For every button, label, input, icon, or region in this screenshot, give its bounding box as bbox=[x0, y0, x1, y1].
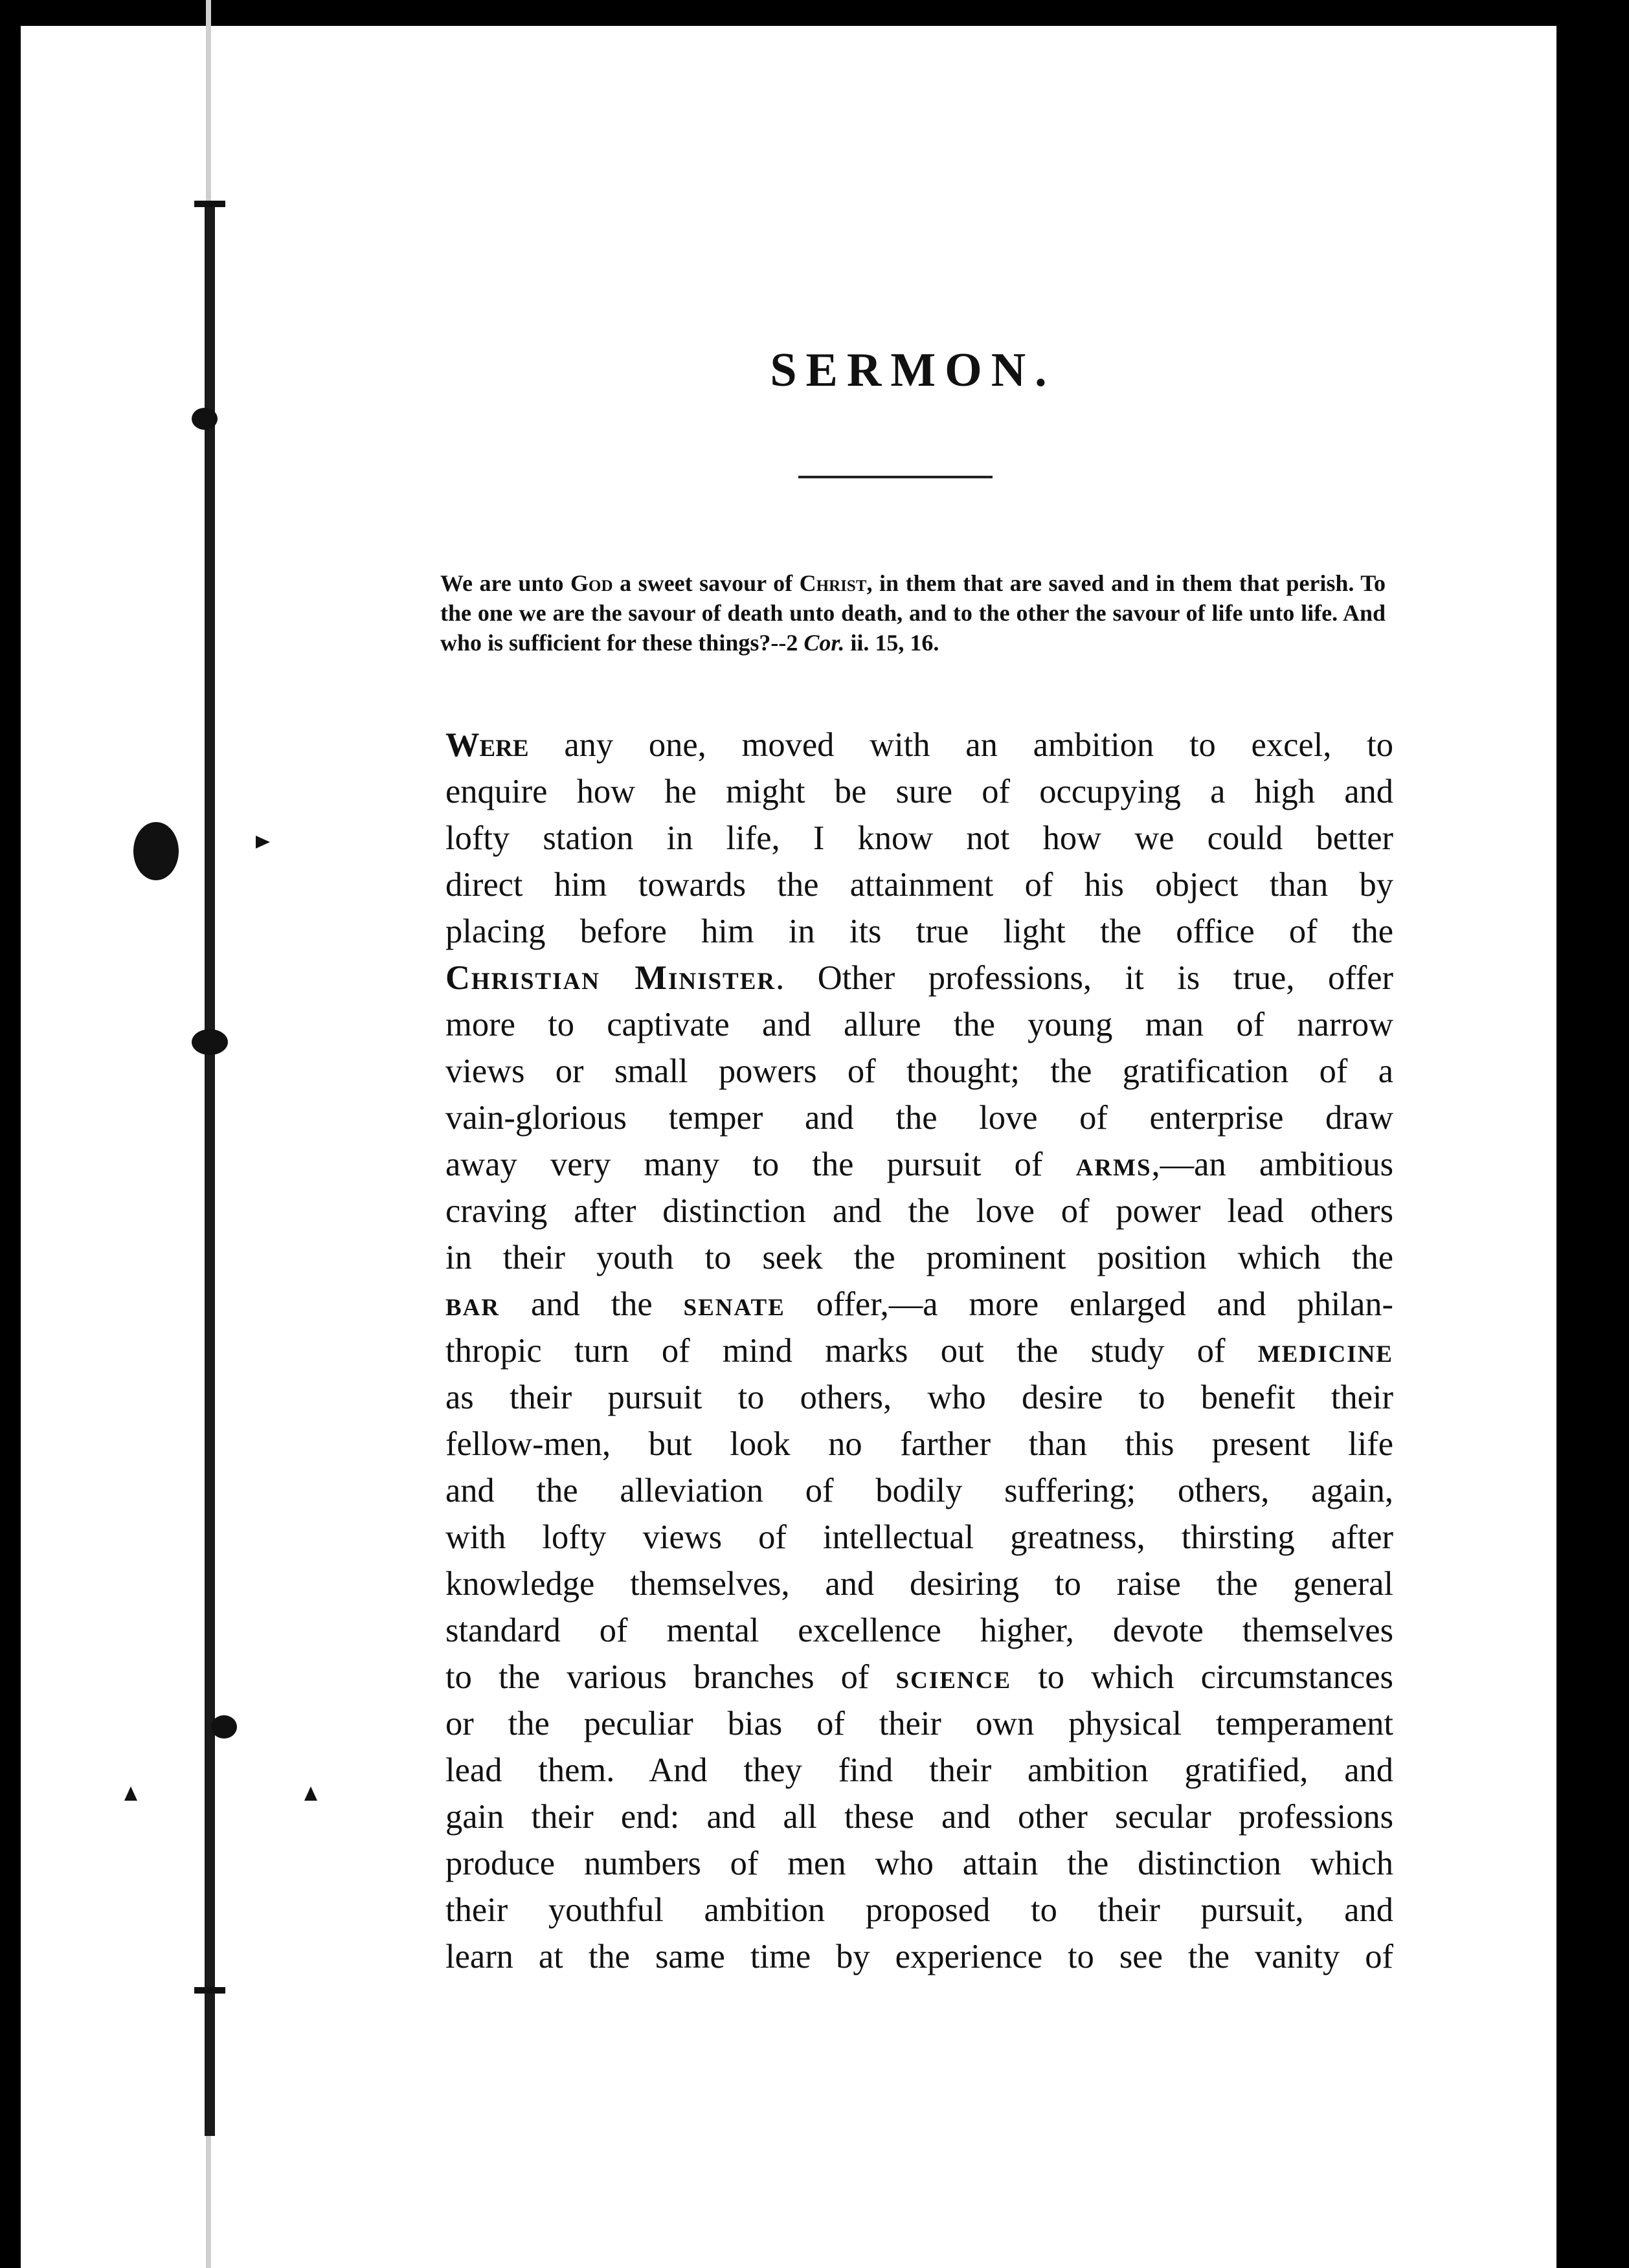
sermon-body bbox=[445, 722, 1393, 1980]
line-text: any one, moved with an ambition to excel, to bbox=[528, 726, 1393, 764]
body-line bbox=[445, 1374, 1393, 1421]
body-line bbox=[445, 1607, 1393, 1654]
opening-word: Were bbox=[445, 726, 529, 764]
line-text: thropic turn of mind marks out the study of bbox=[445, 1332, 1258, 1370]
body-line bbox=[445, 1747, 1393, 1794]
line-text: direct him towards the attainment of his object than by bbox=[445, 866, 1393, 904]
line-text: more to captivate and allure the young man of narrow bbox=[445, 1006, 1393, 1043]
body-line bbox=[445, 1095, 1393, 1141]
line-text: lofty station in life, I know not how we could better bbox=[445, 819, 1393, 857]
body-line bbox=[445, 862, 1393, 908]
epigraph-text-small-caps: Christ bbox=[799, 570, 867, 596]
line-text: away very many to the pursuit of bbox=[445, 1146, 1076, 1183]
keyword-small-caps: Christian Minister bbox=[445, 959, 776, 997]
line-text: fellow-men, but look no farther than this present life bbox=[445, 1425, 1393, 1463]
line-text: enquire how he might be sure of occupying a high and bbox=[445, 773, 1393, 810]
line-text: and the bbox=[500, 1285, 684, 1323]
binding-rule bbox=[205, 201, 215, 2136]
ink-blot bbox=[192, 1029, 228, 1055]
binding-tick-top bbox=[194, 201, 225, 207]
body-line bbox=[445, 1188, 1393, 1234]
body-line bbox=[445, 768, 1393, 815]
epigraph-citation: ii. 15, 16. bbox=[844, 630, 939, 656]
line-text: lead them. And they find their ambition gratified, and bbox=[445, 1751, 1393, 1789]
ink-blot bbox=[192, 408, 218, 430]
margin-mark bbox=[304, 1786, 317, 1801]
margin-mark bbox=[124, 1786, 137, 1801]
margin-mark bbox=[256, 836, 270, 849]
line-text: ,—an ambitious bbox=[1151, 1146, 1393, 1183]
epigraph-text: We are unto bbox=[440, 570, 571, 596]
body-line bbox=[445, 815, 1393, 862]
body-line bbox=[445, 1514, 1393, 1561]
body-line bbox=[445, 1700, 1393, 1747]
scan-border-left bbox=[0, 0, 21, 2268]
body-line bbox=[445, 1467, 1393, 1514]
line-text: produce numbers of men who attain the distinction which bbox=[445, 1845, 1393, 1882]
epigraph-citation-book: Cor. bbox=[803, 630, 845, 656]
body-line bbox=[445, 1001, 1393, 1048]
line-text: offer,—a more enlarged and philan- bbox=[785, 1285, 1393, 1323]
line-text: with lofty views of intellectual greatness, thirsting after bbox=[445, 1518, 1393, 1556]
body-line bbox=[445, 1328, 1393, 1374]
keyword-small-caps: bar bbox=[445, 1285, 500, 1323]
keyword-small-caps: science bbox=[895, 1658, 1012, 1696]
body-line bbox=[445, 908, 1393, 955]
line-text: their youthful ambition proposed to their pursuit, and bbox=[445, 1891, 1393, 1929]
body-line bbox=[445, 1048, 1393, 1095]
scan-border-top bbox=[0, 0, 1559, 26]
line-text: or the peculiar bias of their own physical temperament bbox=[445, 1705, 1393, 1742]
epigraph-text: a sweet savour of bbox=[612, 570, 800, 596]
body-line bbox=[445, 1933, 1393, 1980]
line-text: learn at the same time by experience to see the vanity of bbox=[445, 1938, 1393, 1975]
line-text: standard of mental excellence higher, devote themselves bbox=[445, 1612, 1393, 1649]
line-text: craving after distinction and the love of power lead others bbox=[445, 1192, 1393, 1230]
title-rule bbox=[798, 476, 993, 478]
body-line bbox=[445, 1281, 1393, 1328]
binding-tick-bottom bbox=[194, 1987, 225, 1994]
body-line bbox=[445, 1234, 1393, 1281]
epigraph bbox=[440, 568, 1386, 658]
body-line bbox=[445, 1654, 1393, 1700]
line-text: and the alleviation of bodily suffering; others, again, bbox=[445, 1472, 1393, 1509]
page-title: SERMON. bbox=[770, 344, 1056, 397]
keyword-small-caps: senate bbox=[683, 1285, 785, 1323]
body-line bbox=[445, 1141, 1393, 1188]
body-line bbox=[445, 1561, 1393, 1607]
line-text: gain their end: and all these and other secular professions bbox=[445, 1798, 1393, 1836]
line-text: . Other professions, it is true, offer bbox=[776, 959, 1393, 997]
line-text: placing before him in its true light the office of the bbox=[445, 913, 1393, 950]
body-line bbox=[445, 955, 1393, 1001]
body-line bbox=[445, 1794, 1393, 1840]
keyword-small-caps: medicine bbox=[1257, 1332, 1393, 1370]
body-line bbox=[445, 722, 1393, 768]
line-text: as their pursuit to others, who desire to benefit their bbox=[445, 1379, 1393, 1416]
line-text: in their youth to seek the prominent position which the bbox=[445, 1239, 1393, 1276]
body-line bbox=[445, 1421, 1393, 1467]
body-line bbox=[445, 1840, 1393, 1887]
ink-blot bbox=[133, 822, 179, 880]
line-text: to the various branches of bbox=[445, 1658, 896, 1696]
line-text: to which circumstances bbox=[1011, 1658, 1393, 1696]
epigraph-text-small-caps: God bbox=[570, 570, 613, 596]
ink-blot bbox=[211, 1715, 237, 1739]
keyword-small-caps: arms bbox=[1075, 1146, 1152, 1183]
line-text: vain-glorious temper and the love of enterprise draw bbox=[445, 1099, 1393, 1137]
body-line bbox=[445, 1887, 1393, 1933]
line-text: knowledge themselves, and desiring to raise the general bbox=[445, 1565, 1393, 1603]
line-text: views or small powers of thought; the gratification of a bbox=[445, 1052, 1393, 1090]
scan-border-right bbox=[1556, 0, 1629, 2268]
epigraph-text: , in them that are saved and in them that perish. To the one we are the savour of death unto death, and to the other the savour of life unto life. And who is sufficient for these things?--2 bbox=[440, 570, 1386, 656]
